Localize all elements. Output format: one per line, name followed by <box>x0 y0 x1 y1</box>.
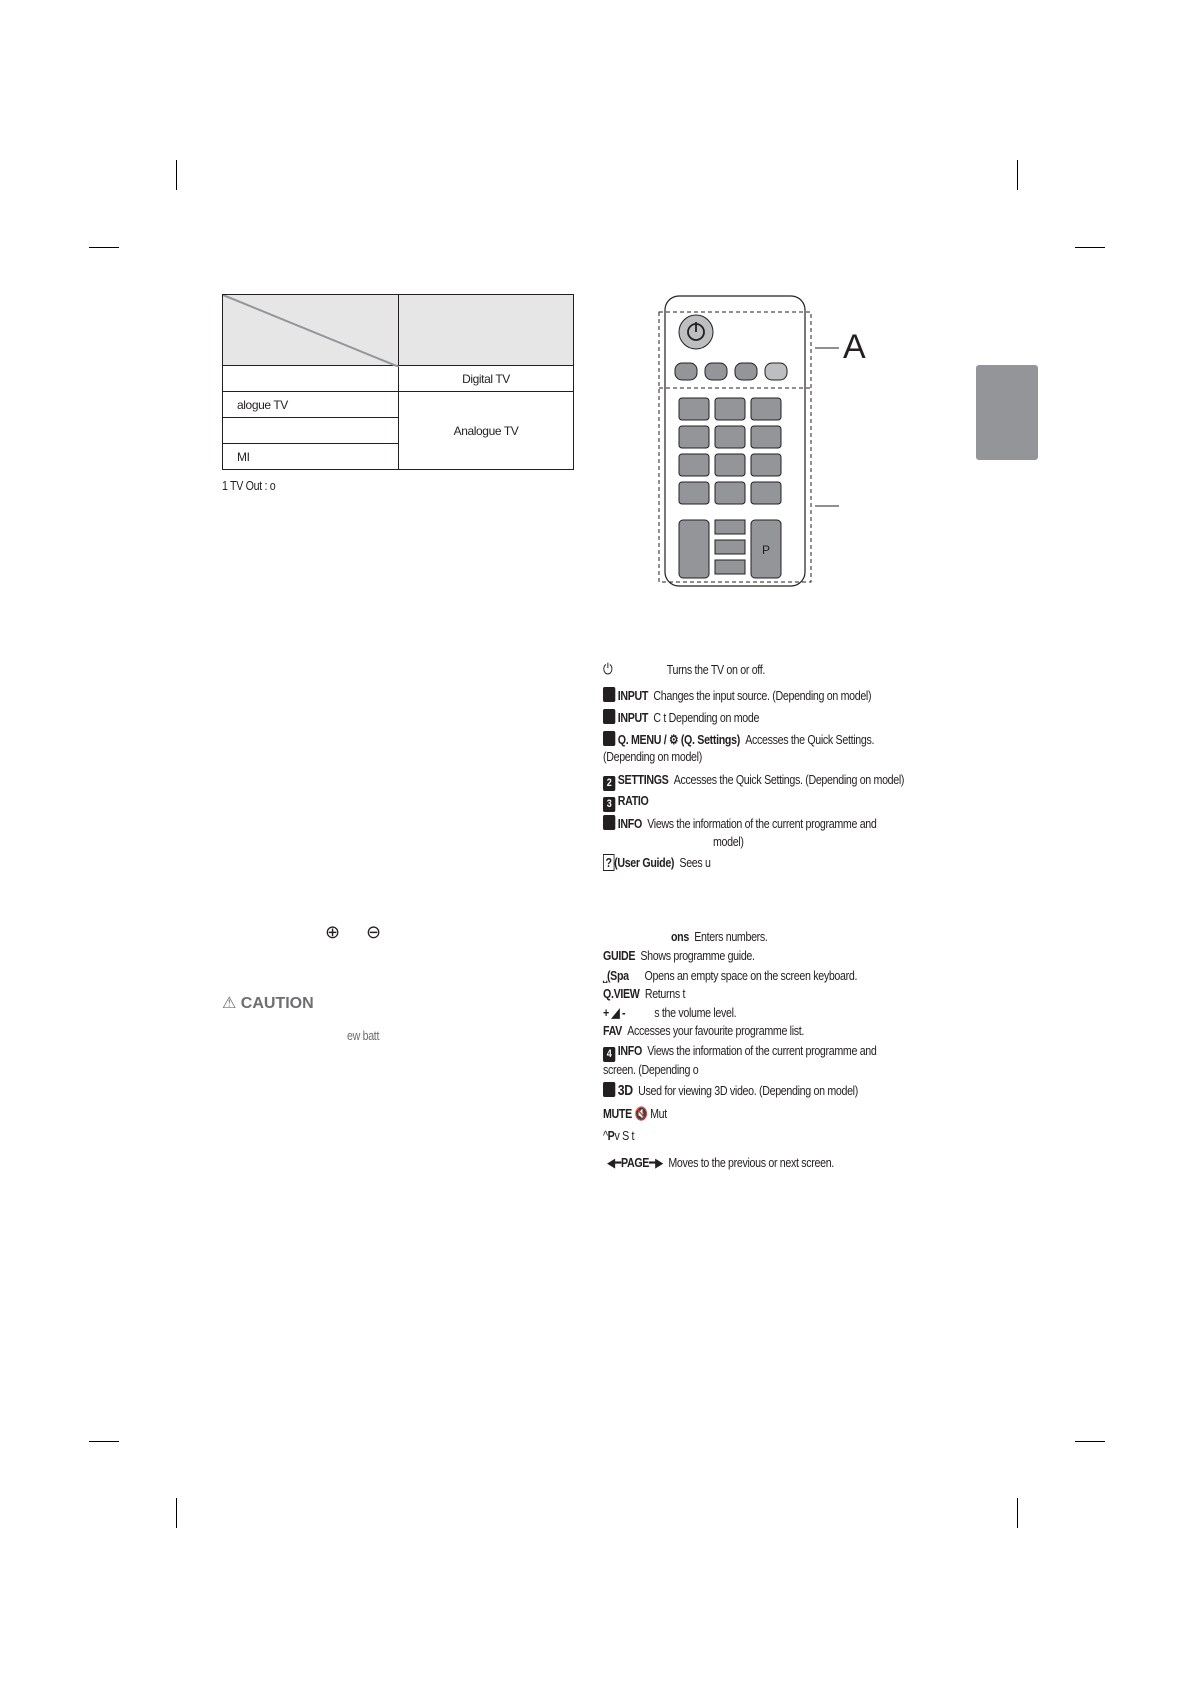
cell-analogue-tv-merged: Analogue TV <box>453 424 519 438</box>
crop-mark <box>1017 160 1018 190</box>
output-table <box>222 294 574 470</box>
cell-mi: MI <box>237 450 250 464</box>
crop-mark <box>89 247 119 248</box>
cell-digital-tv: Digital TV <box>462 372 510 386</box>
button-swatch-icon <box>603 687 615 702</box>
legend-qmenu: Q. MENU / ⚙ (Q. Settings) Accesses the Quick Settings. <box>603 731 874 748</box>
crop-mark <box>89 1441 119 1442</box>
table-header-right <box>399 295 574 366</box>
arrow-left-icon: ◀━ <box>607 1155 621 1170</box>
remote-p-label: P <box>761 543 771 557</box>
help-icon: ? <box>603 854 614 871</box>
remote-label-a: A <box>843 328 866 366</box>
legend-numbers: ons Enters numbers. <box>671 929 768 944</box>
legend-info-b: 4 INFO Views the information of the current programme and <box>603 1043 876 1062</box>
legend-info: INFO Views the information of the current programme and <box>603 815 876 831</box>
legend-fav: FAV Accesses your favourite programme list. <box>603 1023 805 1038</box>
badge-2: 2 <box>603 776 615 791</box>
legend-qview: Q.VIEW Returns t <box>603 986 686 1001</box>
table-cell-merged <box>399 392 574 470</box>
caution-block <box>222 993 314 1013</box>
arrow-right-icon: ━▶ <box>649 1155 664 1170</box>
legend-3d: 3D Used for viewing 3D video. (Depending on model) <box>603 1082 858 1099</box>
legend-info-b-cont: screen. (Depending o <box>603 1062 699 1077</box>
language-tab <box>976 365 1038 460</box>
crop-mark <box>176 1498 177 1528</box>
crop-mark <box>176 160 177 190</box>
legend-qmenu-cont: (Depending on model) <box>603 749 702 764</box>
table-footnote: 1 TV Out : o <box>222 478 276 493</box>
table-header-diagonal <box>223 295 399 366</box>
legend-input: INPUT Changes the input source. (Depending on model) <box>603 687 871 703</box>
cell-analogue-tv: alogue TV <box>237 398 288 412</box>
legend-input-alt: INPUT C t Depending on mode <box>603 709 759 725</box>
caution-text: ew batt <box>347 1028 380 1043</box>
button-swatch-icon <box>603 1082 615 1097</box>
caution-title: CAUTION <box>240 995 314 1012</box>
chevron-up-icon: ^ <box>603 1128 608 1143</box>
button-swatch-icon <box>603 709 615 724</box>
legend-mute: MUTE 🔇 Mut <box>603 1106 667 1121</box>
badge-4: 4 <box>603 1047 615 1062</box>
power-icon: ⏻ <box>603 661 613 678</box>
legend-ratio: 3 RATIO <box>603 793 648 812</box>
button-swatch-icon <box>603 731 615 746</box>
plus-circle-icon: ⊕ <box>325 922 341 942</box>
legend-settings: 2 SETTINGS Accesses the Quick Settings. (Depending on model) <box>603 772 904 791</box>
remote-illustration <box>655 290 875 590</box>
table-cell <box>223 444 399 470</box>
button-swatch-icon <box>603 815 615 830</box>
chevron-down-icon: v <box>614 1128 620 1143</box>
legend-power: ⏻ Turns the TV on or off. <box>603 661 766 678</box>
minus-circle-icon: ⊖ <box>366 922 382 942</box>
legend-guide: GUIDE Shows programme guide. <box>603 948 755 963</box>
table-cell <box>399 366 574 392</box>
table-cell <box>223 366 399 392</box>
crop-mark <box>1075 1441 1105 1442</box>
legend-page: ◀━PAGE━▶ Moves to the previous or next screen. <box>607 1155 834 1170</box>
table-cell <box>223 392 399 418</box>
space-icon: ⎵ <box>603 968 607 983</box>
legend-volume: + ◢ - s the volume level. <box>603 1005 737 1020</box>
table-cell <box>223 418 399 444</box>
legend-programme: ^Pv S t <box>603 1128 635 1143</box>
legend-space: ⎵(Spa Opens an empty space on the screen keyboard. <box>603 968 858 983</box>
mute-icon: 🔇 <box>634 1106 648 1121</box>
badge-3: 3 <box>603 797 615 812</box>
legend-info-cont: model) <box>713 834 744 849</box>
crop-mark <box>1017 1498 1018 1528</box>
legend-user-guide: ? (User Guide) Sees u <box>603 855 711 870</box>
diagonal-line <box>223 295 399 367</box>
crop-mark <box>1075 247 1105 248</box>
warning-icon: ⚠ <box>222 995 237 1012</box>
